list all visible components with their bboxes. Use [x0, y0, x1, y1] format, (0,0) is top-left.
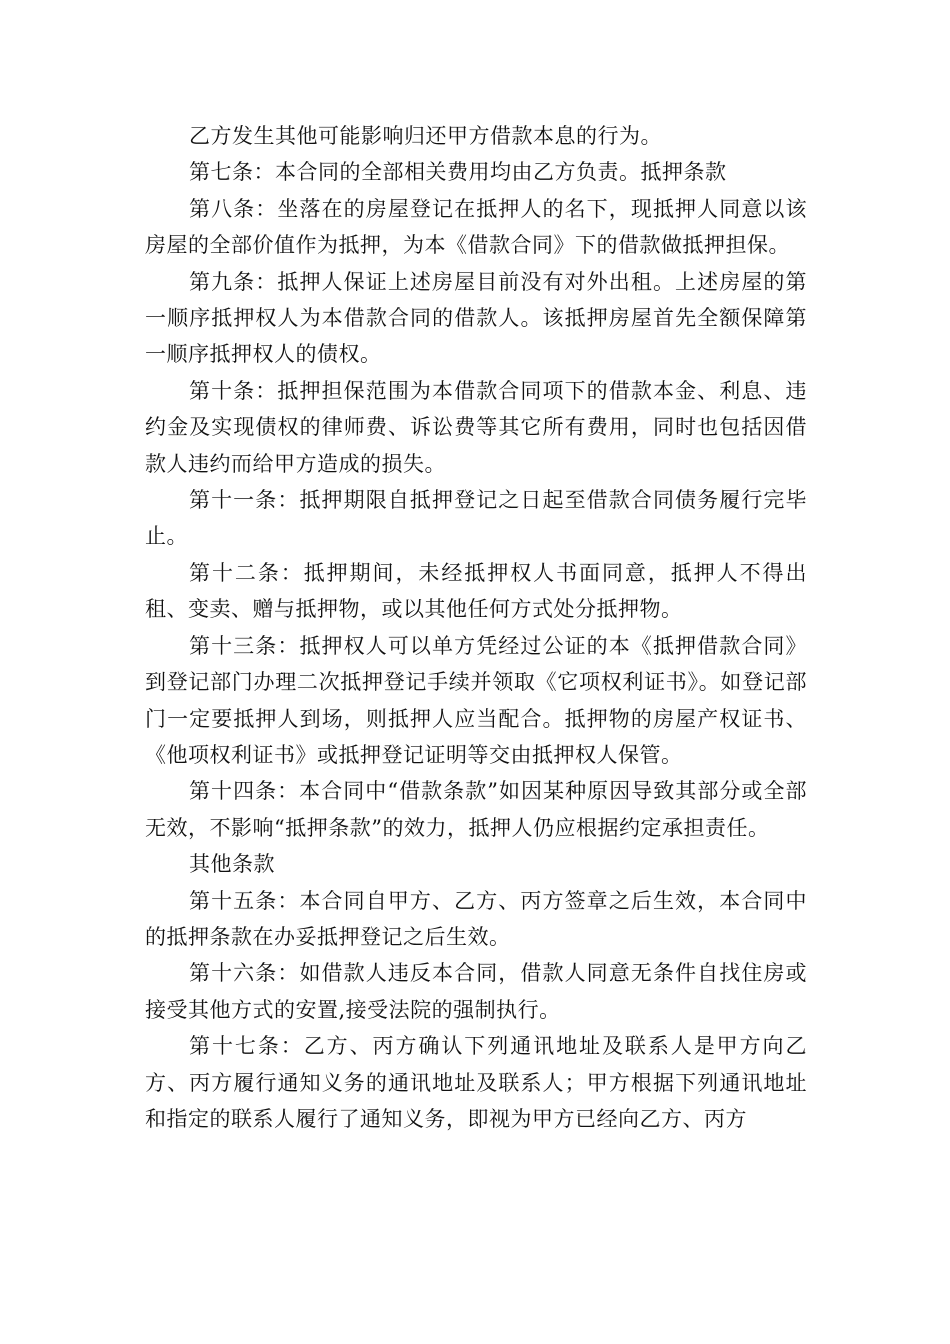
article-11: 第十一条：抵押期限自抵押登记之日起至借款合同债务履行完毕止。	[145, 488, 807, 549]
article-16: 第十六条：如借款人违反本合同，借款人同意无条件自找住房或接受其他方式的安置,接受法院的强制执行。	[145, 961, 807, 1022]
paragraph-continuation: 乙方发生其他可能影响归还甲方借款本息的行为。	[189, 124, 662, 148]
article-13: 第十三条：抵押权人可以单方凭经过公证的本《抵押借款合同》到登记部门办理二次抵押登记手续并领取《它项权利证书》。如登记部门一定要抵押人到场，则抵押人应当配合。抵押物的房屋产权证书、《他项权利证书》或抵押登记证明等交由抵押权人保管。	[145, 633, 807, 767]
article-9: 第九条：抵押人保证上述房屋目前没有对外出租。上述房屋的第一顺序抵押权人为本借款合同的借款人。该抵押房屋首先全额保障第一顺序抵押权人的债权。	[145, 269, 807, 367]
article-12: 第十二条：抵押期间，未经抵押权人书面同意，抵押人不得出租、变卖、赠与抵押物，或以其他任何方式处分抵押物。	[145, 560, 807, 622]
article-10: 第十条：抵押担保范围为本借款合同项下的借款本金、利息、违约金及实现债权的律师费、诉讼费等其它所有费用，同时也包括因借款人违约而给甲方造成的损失。	[145, 378, 807, 476]
article-7: 第七条：本合同的全部相关费用均由乙方负责。抵押条款	[189, 160, 727, 185]
article-8: 第八条：坐落在的房屋登记在抵押人的名下，现抵押人同意以该房屋的全部价值作为抵押，为本《借款合同》下的借款做抵押担保。	[145, 196, 807, 258]
article-15: 第十五条：本合同自甲方、乙方、丙方签章之后生效，本合同中的抵押条款在办妥抵押登记之后生效。	[145, 888, 807, 949]
document-body	[145, 118, 807, 1137]
article-14: 第十四条：本合同中“借款条款”如因某种原因导致其部分或全部无效，不影响“抵押条款”的效力，抵押人仍应根据约定承担责任。	[145, 779, 807, 840]
section-heading-other-terms: 其他条款	[189, 852, 275, 877]
article-17: 第十七条：乙方、丙方确认下列通讯地址及联系人是甲方向乙方、丙方履行通知义务的通讯地址及联系人；甲方根据下列通讯地址和指定的联系人履行了通知义务，即视为甲方已经向乙方、丙方	[145, 1034, 807, 1131]
